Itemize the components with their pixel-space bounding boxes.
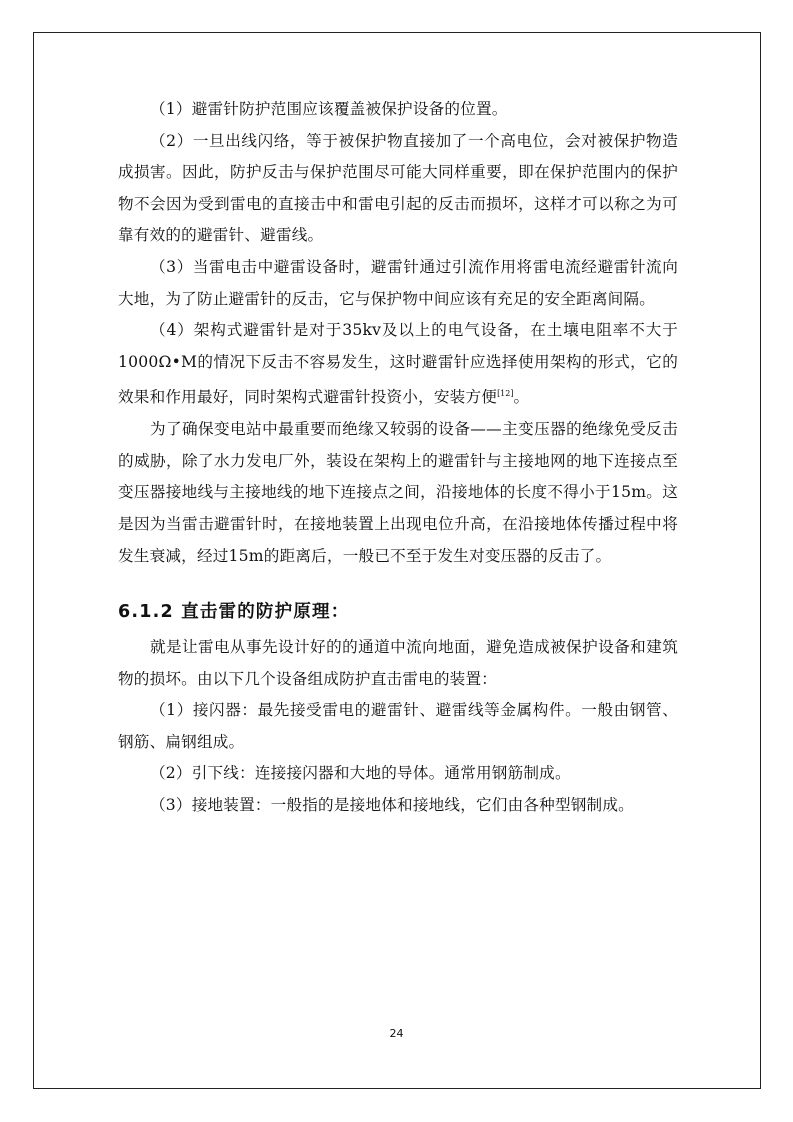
paragraph-5: 为了确保变电站中最重要而绝缘又较弱的设备——主变压器的绝缘免受反击的威胁，除了水力发电厂外，装设在架构上的避雷针与主接地网的地下连接点至变压器接地线与主接地线的地下连接点之间，沿接地体的长度不得小于15m。这是因为当雷击避雷针时，在接地装置上出现电位升高，在沿接地体传播过程中将发生衰减，经过15m的距离后，一般已不至于发生对变压器的反击了。 bbox=[118, 420, 678, 565]
paragraph-1: （1）避雷针防护范围应该覆盖被保护设备的位置。 bbox=[150, 100, 508, 118]
paragraph-8: （2）引下线：连接接闪器和大地的导体。通常用钢筋制成。 bbox=[150, 764, 571, 783]
page-number: 24 bbox=[389, 1027, 404, 1040]
citation-marker: [12] bbox=[497, 389, 514, 399]
paragraph-7: （1）接闪器：最先接受雷电的避雷针、避雷线等金属构件。一般由钢管、钢筋、扁钢组成。 bbox=[118, 701, 678, 751]
section-lightning-rod-requirements bbox=[118, 94, 678, 572]
section-heading: 6.1.2 直击雷的防护原理： bbox=[118, 602, 350, 622]
paragraph-4-end: 。 bbox=[513, 388, 530, 407]
paragraph-6: 就是让雷电从事先设计好的的通道中流向地面，避免造成被保护设备和建筑物的损坏。由以下几个设备组成防护直击雷电的装置： bbox=[118, 638, 678, 688]
section-direct-lightning-protection bbox=[118, 632, 678, 822]
paragraph-4 bbox=[118, 315, 678, 414]
paragraph-3: （3）当雷电击中避雷设备时，避雷针通过引流作用将雷电流经避雷针流向大地，为了防止避雷针的反击，它与保护物中间应该有充足的安全距离间隔。 bbox=[118, 257, 678, 308]
paragraph-4-text: （4）架构式避雷针是对于35kv及以上的电气设备，在土壤电阻率不大于1000Ω•M的情况下反击不容易发生，这时避雷针应选择使用架构的形式，它的效果和作用最好，同时架构式避雷针投资小，安装方便 bbox=[118, 321, 678, 407]
paragraph-2: （2）一旦出线闪络，等于被保护物直接加了一个高电位，会对被保护物造成损害。因此，防护反击与保护范围尽可能大同样重要，即在保护范围内的保护物不会因为受到雷电的直接击中和雷电引起的反击而损坏，这样才可以称之为可靠有效的的避雷针、避雷线。 bbox=[118, 131, 678, 245]
paragraph-9: （3）接地装置：一般指的是接地体和接地线，它们由各种型钢制成。 bbox=[150, 795, 634, 814]
